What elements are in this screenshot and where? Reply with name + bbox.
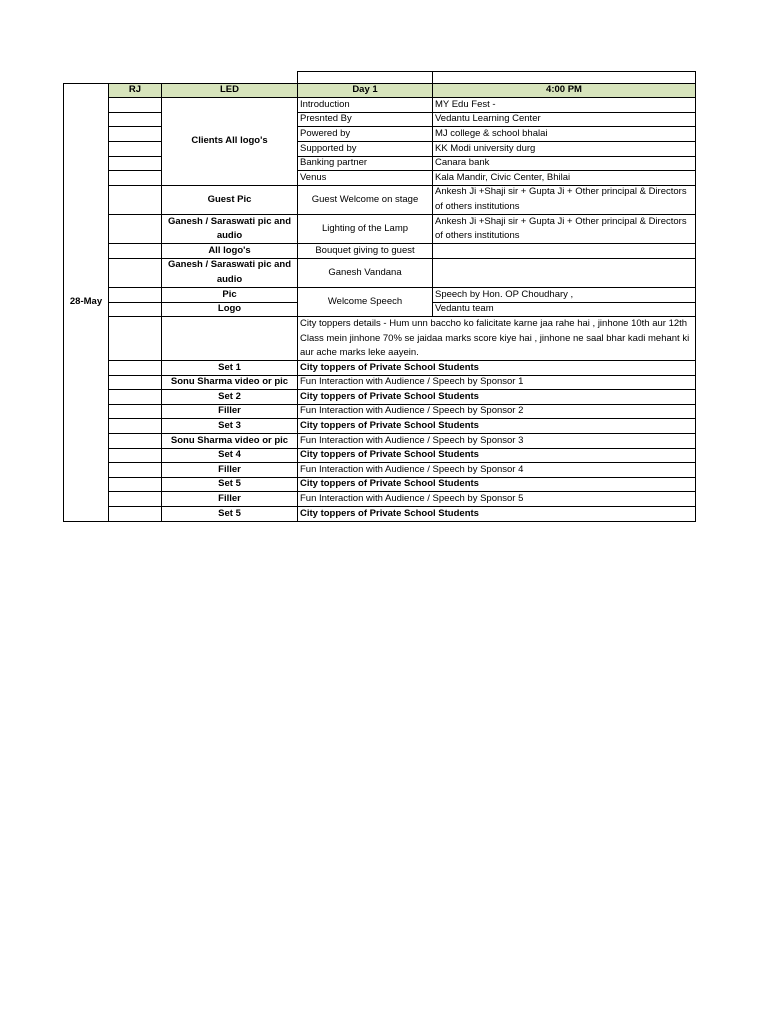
header-led: LED	[162, 84, 297, 98]
grid-line	[108, 97, 162, 98]
grid-line	[161, 214, 298, 215]
grid-line	[108, 448, 162, 449]
schedule-item: Fun Interaction with Audience / Speech by Sponsor 5	[300, 492, 524, 504]
schedule-led: Set 4	[218, 449, 241, 461]
schedule-led: Set 5	[218, 507, 241, 519]
grid-line	[161, 316, 298, 317]
schedule-led: Filler	[218, 463, 241, 475]
grid-line	[297, 389, 433, 390]
grid-line	[108, 112, 162, 113]
toppers-details: City toppers details - Hum unn baccho ko falicitate karne jaa rahe hai , jinhone 10th aur 12th Class mein jinhone 70% se jaidaa marks score kiye hai , jinhone ne saal bhar kadi mehant ki aur ache marks leke aayein.	[300, 318, 690, 359]
grid-line	[432, 389, 696, 390]
grid-line	[432, 302, 696, 303]
grid-line	[161, 360, 298, 361]
schedule-item: City toppers of Private School Students	[300, 478, 479, 490]
grid-line	[108, 418, 162, 419]
grid-line	[432, 83, 433, 318]
info-label: Venus	[300, 171, 327, 183]
grid-line	[63, 83, 64, 522]
grid-line	[432, 97, 696, 98]
grid-line	[161, 287, 298, 288]
ceremony-event: Ganesh Vandana	[328, 266, 402, 278]
info-value: Vedantu Learning Center	[435, 113, 541, 125]
grid-line	[161, 477, 298, 478]
grid-line	[108, 491, 162, 492]
schedule-sheet	[63, 71, 695, 520]
schedule-led: Set 5	[218, 478, 241, 490]
grid-line	[161, 389, 298, 390]
grid-line	[108, 375, 162, 376]
grid-line	[297, 506, 433, 507]
grid-line	[432, 287, 696, 288]
grid-line	[161, 491, 298, 492]
schedule-led: Set 3	[218, 419, 241, 431]
info-label: Introduction	[300, 98, 350, 110]
grid-line	[432, 126, 696, 127]
grid-line	[161, 185, 298, 186]
grid-line	[297, 156, 433, 157]
grid-line	[108, 141, 162, 142]
ceremony-event: Guest Welcome on stage	[311, 193, 419, 205]
grid-line	[297, 185, 433, 186]
grid-line	[297, 287, 433, 288]
ceremony-event: Bouquet giving to guest	[315, 244, 415, 256]
grid-line	[297, 375, 433, 376]
grid-line	[108, 477, 162, 478]
grid-line	[108, 170, 162, 171]
grid-line	[432, 375, 696, 376]
grid-line	[297, 462, 433, 463]
grid-line	[297, 243, 433, 244]
schedule-led: Set 2	[218, 390, 241, 402]
header-day: Day 1	[298, 84, 432, 98]
grid-line	[432, 360, 696, 361]
grid-line	[432, 316, 696, 317]
grid-line	[432, 141, 696, 142]
grid-line	[297, 112, 433, 113]
grid-line	[297, 316, 433, 317]
grid-line	[108, 243, 162, 244]
grid-line	[108, 258, 162, 259]
grid-line	[297, 258, 433, 259]
info-value: Canara bank	[435, 157, 490, 169]
schedule-led: Filler	[218, 492, 241, 504]
grid-line	[63, 521, 696, 522]
grid-line	[297, 71, 696, 72]
grid-line	[161, 433, 298, 434]
grid-line	[432, 462, 696, 463]
ceremony-detail	[433, 244, 695, 258]
grid-line	[161, 404, 298, 405]
grid-line	[432, 112, 696, 113]
grid-line	[432, 214, 696, 215]
info-value: MJ college & school bhalai	[435, 127, 548, 139]
grid-line	[432, 433, 696, 434]
grid-line	[297, 214, 433, 215]
grid-line	[297, 418, 433, 419]
grid-line	[63, 83, 696, 84]
ceremony-led: All logo's	[208, 244, 251, 256]
info-label: Powered by	[300, 127, 351, 139]
ceremony-event: Lighting of the Lamp	[321, 222, 409, 234]
grid-line	[108, 287, 162, 288]
grid-line	[108, 302, 162, 303]
schedule-item: City toppers of Private School Students	[300, 361, 479, 373]
grid-line	[432, 185, 696, 186]
grid-line	[108, 462, 162, 463]
schedule-item: City toppers of Private School Students	[300, 449, 479, 461]
grid-line	[432, 170, 696, 171]
grid-line	[161, 418, 298, 419]
grid-line	[432, 491, 696, 492]
info-label: Presnted By	[300, 113, 352, 125]
grid-line	[297, 404, 433, 405]
schedule-item: Fun Interaction with Audience / Speech by Sponsor 4	[300, 463, 524, 475]
grid-line	[161, 506, 298, 507]
schedule-item: City toppers of Private School Students	[300, 419, 479, 431]
grid-line	[108, 316, 162, 317]
ceremony-led: Guest Pic	[207, 193, 252, 205]
grid-line	[161, 258, 298, 259]
welcome-led: Pic	[222, 288, 237, 300]
grid-line	[432, 258, 696, 259]
info-value: MY Edu Fest -	[435, 98, 496, 110]
grid-line	[297, 170, 433, 171]
grid-line	[297, 433, 433, 434]
grid-line	[108, 214, 162, 215]
schedule-led: Filler	[218, 405, 241, 417]
grid-line	[161, 375, 298, 376]
grid-line	[297, 97, 433, 98]
schedule-item: Fun Interaction with Audience / Speech by Sponsor 1	[300, 376, 524, 388]
grid-line	[108, 404, 162, 405]
grid-line	[161, 448, 298, 449]
grid-line	[432, 418, 696, 419]
grid-line	[108, 389, 162, 390]
ceremony-detail: Ankesh Ji +Shaji sir + Gupta Ji + Other principal & Directors of others institutions	[435, 186, 687, 212]
header-time: 4:00 PM	[433, 84, 695, 98]
info-value: Kala Mandir, Civic Center, Bhilai	[435, 171, 571, 183]
grid-line	[161, 462, 298, 463]
grid-line	[108, 506, 162, 507]
grid-line	[432, 243, 696, 244]
date-cell: 28-May	[69, 295, 103, 307]
ceremony-detail	[433, 259, 695, 287]
grid-line	[108, 126, 162, 127]
info-label: Supported by	[300, 142, 357, 154]
grid-line	[432, 156, 696, 157]
grid-line	[297, 141, 433, 142]
ceremony-led: Ganesh / Saraswati pic and audio	[167, 215, 292, 242]
schedule-led: Sonu Sharma video or pic	[170, 434, 289, 446]
welcome-led: Logo	[217, 303, 242, 315]
grid-line	[161, 97, 298, 98]
grid-line	[108, 360, 162, 361]
schedule-led: Sonu Sharma video or pic	[170, 376, 289, 388]
grid-line	[432, 448, 696, 449]
schedule-item: Fun Interaction with Audience / Speech by Sponsor 3	[300, 434, 524, 446]
grid-line	[108, 185, 162, 186]
clients-all-logos: Clients All logo's	[191, 135, 268, 147]
grid-line	[161, 302, 298, 303]
grid-line	[432, 506, 696, 507]
header-rj: RJ	[109, 84, 161, 98]
welcome-detail: Vedantu team	[435, 303, 494, 315]
grid-line	[161, 243, 298, 244]
grid-line	[432, 404, 696, 405]
schedule-led: Set 1	[218, 361, 241, 373]
schedule-item: City toppers of Private School Students	[300, 390, 479, 402]
grid-line	[297, 477, 433, 478]
info-value: KK Modi university durg	[435, 142, 536, 154]
grid-line	[297, 491, 433, 492]
ceremony-detail: Ankesh Ji +Shaji sir + Gupta Ji + Other principal & Directors of others institutions	[435, 215, 687, 242]
welcome-event: Welcome Speech	[327, 295, 403, 307]
welcome-detail: Speech by Hon. OP Choudhary ,	[435, 288, 574, 300]
grid-line	[297, 126, 433, 127]
grid-line	[432, 477, 696, 478]
grid-line	[297, 448, 433, 449]
grid-line	[297, 360, 433, 361]
grid-line	[108, 156, 162, 157]
ceremony-led: Ganesh / Saraswati pic and audio	[167, 259, 292, 285]
schedule-item: Fun Interaction with Audience / Speech by Sponsor 2	[300, 405, 524, 417]
info-label: Banking partner	[300, 157, 368, 169]
schedule-item: City toppers of Private School Students	[300, 507, 479, 519]
grid-line	[108, 433, 162, 434]
